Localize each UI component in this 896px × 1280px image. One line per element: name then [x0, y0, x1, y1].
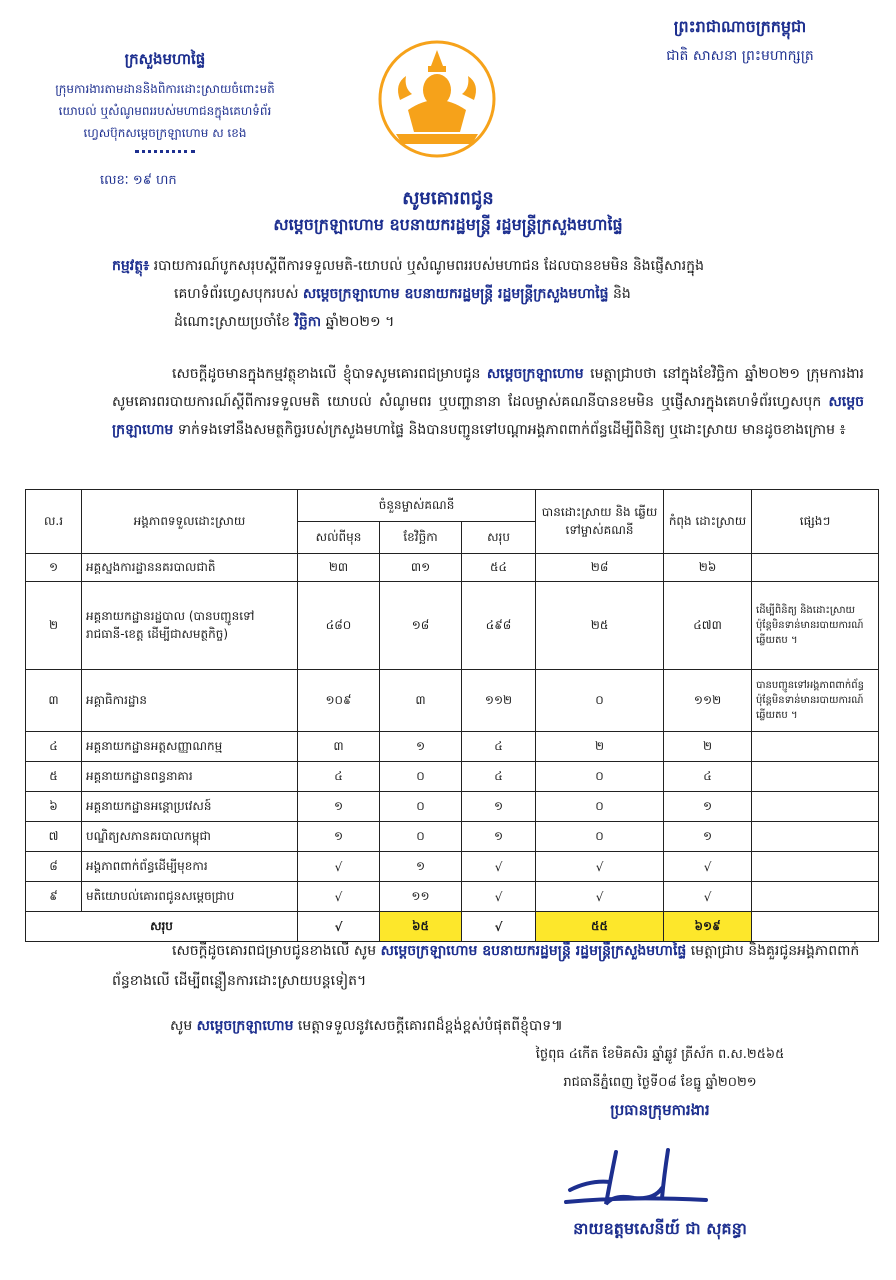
- subject-text-2a: គេហទំព័រហ្វេសបុករបស់: [174, 286, 299, 302]
- cell-other: [752, 792, 879, 822]
- subject-text-2b: សម្តេចក្រឡាហោម ឧបនាយករដ្ឋមន្ត្រី រដ្ឋមន្ត្រីក្រសួងមហាផ្ទៃ: [302, 286, 609, 302]
- cell-resolved: ២៥: [536, 582, 664, 670]
- subject-text-1: របាយការណ៍បូកសរុបស្តីពីការទទួលមតិ-យោបល់ ឬសំណូមពររបស់មហាជន ដែលបានខមមិន និងផ្ញើសារក្នុង: [153, 258, 704, 274]
- reference-number: លេខៈ ១៩ ហក: [100, 173, 177, 188]
- header-accounts: ចំនួនម្ចាស់គណនី: [298, 490, 536, 522]
- cell-unit: អគ្គស្នងការដ្ឋាននគរបាលជាតិ: [82, 554, 298, 582]
- cell-prev: ១: [298, 792, 380, 822]
- cell-no: ២: [26, 582, 82, 670]
- cell-prev: ១០៩: [298, 670, 380, 732]
- cell-no: ៧: [26, 822, 82, 852]
- subject-label: កម្មវត្ថុ៖: [112, 258, 150, 274]
- cell-pending: ១: [664, 822, 752, 852]
- ornament-divider: [135, 150, 195, 153]
- cell-unit: អគ្គនាយកដ្ឋានរដ្ឋបាល (បានបញ្ជូនទៅរាជធានី-ខេត្ត ដើម្បីជាសមត្ថកិច្ច): [82, 582, 298, 670]
- date-lunar: ថ្ងៃពុធ ៤កើត ខែមិគសិរ ឆ្នាំឆ្លូវ ត្រីស័ក ព.ស.២៥៦៥: [535, 1047, 785, 1062]
- subject-line-3: [112, 308, 864, 336]
- cell-unit: អគ្គនាយកដ្ឋានពន្ធនាគារ: [82, 762, 298, 792]
- cell-resolved: √: [536, 882, 664, 912]
- subject-line-2: [112, 280, 864, 308]
- total-resolved: ៥៥: [536, 912, 664, 942]
- cell-month: ១១: [380, 882, 462, 912]
- cell-unit: អគ្គនាយកដ្ឋានអត្តសញ្ញាណកម្ម: [82, 732, 298, 762]
- header-unit: អង្គភាពទទួលដោះស្រាយ: [82, 490, 298, 554]
- respect-text-1: សូម: [170, 1018, 193, 1034]
- table-row: [26, 582, 879, 670]
- cell-prev: ៤: [298, 762, 380, 792]
- cell-unit: អគ្គាធិការដ្ឋាន: [82, 670, 298, 732]
- cell-no: ១: [26, 554, 82, 582]
- cell-no: ៣: [26, 670, 82, 732]
- cell-unit: អង្គភាពពាក់ព័ន្ធដើម្បីមុខការ: [82, 852, 298, 882]
- cell-month: ០: [380, 822, 462, 852]
- respect-text-2: មេត្តាទទួលនូវសេចក្តីគោរពដ៏ខ្ពង់ខ្ពស់បំផុតពីខ្ញុំបាទ៕: [297, 1018, 563, 1034]
- header-total: សរុប: [462, 522, 536, 554]
- cell-no: ៨: [26, 852, 82, 882]
- cell-other: [752, 822, 879, 852]
- table-row: [26, 732, 879, 762]
- kingdom-header: [610, 16, 870, 67]
- intro-bold-2: សម្តេចក្រឡាហោម: [112, 394, 864, 438]
- cell-pending: ៤: [664, 762, 752, 792]
- cell-other: [752, 882, 879, 912]
- cell-prev: √: [298, 852, 380, 882]
- subject-text-2c: និង: [613, 286, 631, 302]
- cell-total: ១: [462, 822, 536, 852]
- addressee: សម្តេចក្រឡាហោម ឧបនាយករដ្ឋមន្ត្រី រដ្ឋមន្ត្រីក្រសួងមហាផ្ទៃ: [273, 215, 623, 234]
- cell-month: ១: [380, 852, 462, 882]
- signer-title: ប្រធានក្រុមការងារ: [610, 1101, 710, 1119]
- cell-total: ១១២: [462, 670, 536, 732]
- cell-pending: ២៦: [664, 554, 752, 582]
- cell-pending: √: [664, 882, 752, 912]
- intro-paragraph: [112, 360, 864, 444]
- table-row: [26, 554, 879, 582]
- total-pending: ៦១៩: [664, 912, 752, 942]
- report-table: [25, 489, 879, 942]
- cell-other: [752, 732, 879, 762]
- unit-line-2: យោបល់ ឬសំណូមពររបស់មហាជនក្នុងគេហទំព័រ: [58, 104, 272, 118]
- cell-no: ៤: [26, 732, 82, 762]
- cell-unit: អគ្គនាយកដ្ឋានអន្តោប្រវេសន៍: [82, 792, 298, 822]
- national-motto: ជាតិ សាសនា ព្រះមហាក្សត្រ: [666, 48, 814, 64]
- closing-paragraph: [112, 936, 864, 996]
- cell-month: ១៨: [380, 582, 462, 670]
- cell-resolved: ២៨: [536, 554, 664, 582]
- cell-pending: ១១២: [664, 670, 752, 732]
- cell-unit: បណ្ឌិត្យសភានគរបាលកម្ពុជា: [82, 822, 298, 852]
- cell-resolved: ០: [536, 670, 664, 732]
- cell-other: [752, 762, 879, 792]
- table-row: [26, 852, 879, 882]
- cell-prev: ១: [298, 822, 380, 852]
- unit-line-1: ក្រុមការងារតាមដាននិងពិការដោះស្រាយចំពោះមតិ: [55, 82, 275, 96]
- cell-no: ៩: [26, 882, 82, 912]
- cell-resolved: ០: [536, 792, 664, 822]
- date-solar: រាជធានីភ្នំពេញ ថ្ងៃទី០៨ ខែធ្នូ ឆ្នាំ២០២១: [563, 1075, 757, 1090]
- subject-month: វិច្ឆិកា: [294, 314, 322, 330]
- cell-month: ៣: [380, 670, 462, 732]
- cell-total: ៤៩៨: [462, 582, 536, 670]
- table-row: [26, 822, 879, 852]
- closing-text-2: មេត្តាជ្រាប និងគួរជូនអង្គភាពពាក់ព័ន្ធខាងលើ ដើម្បីពន្លឿនការដោះស្រាយបន្តទៀត។: [112, 943, 860, 989]
- table-row: [26, 762, 879, 792]
- cell-prev: ២៣: [298, 554, 380, 582]
- total-month: ៦៥: [380, 912, 462, 942]
- cell-other: [752, 554, 879, 582]
- cell-resolved: ២: [536, 732, 664, 762]
- unit-line-3: ហ្វេសប៊ុកសម្តេចក្រឡាហោម ស ខេង: [83, 126, 247, 140]
- cell-prev: ៣: [298, 732, 380, 762]
- header-other: ផ្សេងៗ: [752, 490, 879, 554]
- cell-total: ៤: [462, 732, 536, 762]
- header-no: ល.រ: [26, 490, 82, 554]
- table-row: [26, 882, 879, 912]
- ministry-header: [40, 50, 290, 153]
- cell-other: បានបញ្ជូនទៅអង្គភាពពាក់ព័ន្ធ ប៉ុន្តែមិនទាន់មានរបាយការណ៍ ឆ្លើយតប ។: [752, 670, 879, 732]
- header-resolved: បានដោះស្រាយ និង ឆ្លើយទៅម្ចាស់គណនី: [536, 490, 664, 554]
- header-pending: កំពុង ដោះស្រាយ: [664, 490, 752, 554]
- total-label: សរុប: [26, 912, 298, 942]
- cell-total: ១: [462, 792, 536, 822]
- cell-total: √: [462, 852, 536, 882]
- signature-icon: [560, 1140, 710, 1220]
- intro-text-2: មេត្តាជ្រាបថា នៅក្នុងខែវិច្ឆិកា ឆ្នាំ២០២១ ក្រុមការងារសូមគោរពរបាយការណ៍ស្តីពីការទទួលមតិ យោបល់ សំណូមពរ ឬបញ្ហានានា ដែលម្ចាស់គណនីបានខមមិន ឬផ្ញើសារក្នុងគេហទំព័រហ្វេសបុក: [112, 366, 864, 410]
- cell-resolved: ០: [536, 762, 664, 792]
- intro-text-1: សេចក្តីដូចមានក្នុងកម្មវត្ថុខាងលើ ខ្ញុំបាទសូមគោរពជម្រាបជូន: [172, 366, 481, 382]
- intro-bold-1: សម្តេចក្រឡាហោម: [486, 366, 584, 382]
- cell-month: ៣១: [380, 554, 462, 582]
- cell-total: ៥៤: [462, 554, 536, 582]
- cell-pending: ៤៧៣: [664, 582, 752, 670]
- signer-name: នាយឧត្តមសេនីយ៍ ជា សុគន្ធា: [573, 1219, 747, 1238]
- cell-other: [752, 852, 879, 882]
- table-row: [26, 670, 879, 732]
- closing-bold: សម្តេចក្រឡាហោម ឧបនាយករដ្ឋមន្ត្រី រដ្ឋមន្ត្រីក្រសួងមហាផ្ទៃ: [380, 943, 687, 959]
- cell-month: ០: [380, 762, 462, 792]
- royal-emblem-icon: [378, 40, 496, 158]
- cell-resolved: √: [536, 852, 664, 882]
- intro-text-3: ទាក់ទងទៅនឹងសមត្ថកិច្ចរបស់ក្រសួងមហាផ្ទៃ និងបានបញ្ជូនទៅបណ្តាអង្គភាពពាក់ព័ន្ធដើម្បីពិនិត្យ ឬដោះស្រាយ មានដូចខាងក្រោម ៖: [177, 422, 846, 438]
- subject-text-3c: ឆ្នាំ២០២១ ។: [325, 314, 395, 330]
- cell-prev: ៤៨០: [298, 582, 380, 670]
- cell-prev: √: [298, 882, 380, 912]
- kingdom-name: ព្រះរាជាណាចក្រកម្ពុជា: [673, 17, 807, 36]
- cell-other: ដើម្បីពិនិត្យ និងដោះស្រាយ ប៉ុន្តែមិនទាន់មានរបាយការណ៍ ឆ្លើយតប ។: [752, 582, 879, 670]
- total-prev: √: [298, 912, 380, 942]
- respect-bold: សម្តេចក្រឡាហោម: [196, 1018, 294, 1034]
- header-month: ខែវិច្ឆិកា: [380, 522, 462, 554]
- ministry-name: ក្រសួងមហាផ្ទៃ: [124, 50, 206, 68]
- cell-no: ៥: [26, 762, 82, 792]
- subject-block: [112, 252, 864, 336]
- cell-total: √: [462, 882, 536, 912]
- cell-total: ៤: [462, 762, 536, 792]
- header-prev: សល់ពីមុន: [298, 522, 380, 554]
- cell-pending: ១: [664, 792, 752, 822]
- cell-month: ១: [380, 732, 462, 762]
- subject-text-3a: ដំណោះស្រាយប្រចាំខែ: [174, 314, 291, 330]
- cell-resolved: ០: [536, 822, 664, 852]
- cell-pending: ២: [664, 732, 752, 762]
- closing-text-1: សេចក្តីដូចគោរពជម្រាបជូនខាងលើ សូម: [172, 943, 377, 959]
- total-total: √: [462, 912, 536, 942]
- cell-unit: មតិយោបល់គោរពជូនសម្តេចជ្រាប: [82, 882, 298, 912]
- respect-line: [170, 1016, 563, 1037]
- cell-pending: √: [664, 852, 752, 882]
- table-row: [26, 792, 879, 822]
- salutation: សូមគោរពជូន: [402, 188, 494, 209]
- cell-month: ០: [380, 792, 462, 822]
- cell-no: ៦: [26, 792, 82, 822]
